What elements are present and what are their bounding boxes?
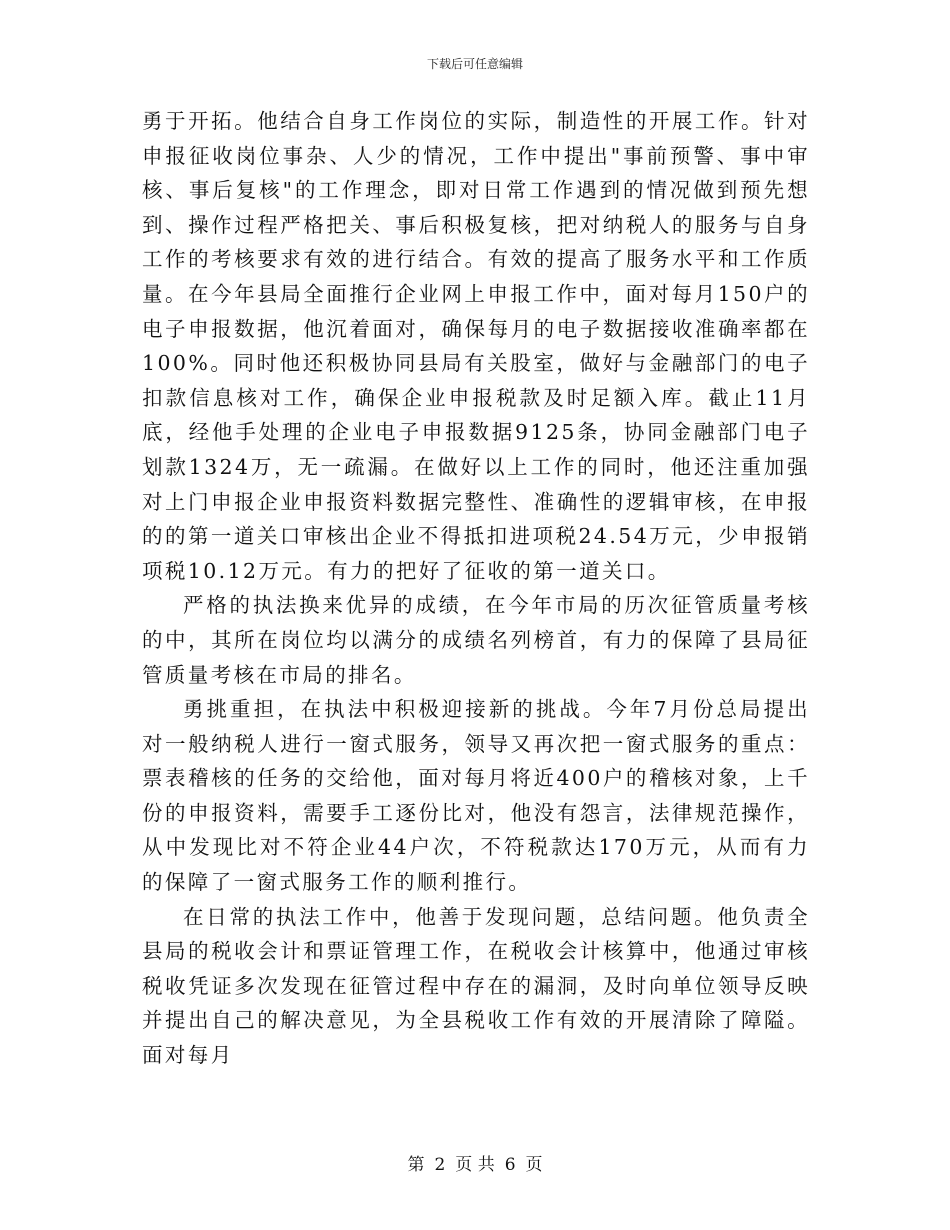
page-prefix: 第 <box>407 1155 425 1175</box>
page-current: 2 <box>434 1155 446 1175</box>
paragraph-4: 在日常的执法工作中，他善于发现问题，总结问题。他负责全县局的税收会计和票证管理工作，在税收会计核算中，他通过审核税收凭证多次发现在征管过程中存在的漏洞，及时向单位领导反映并提出自己的解决意见，为全县税收工作有效的开展清除了障隘。面对每月 <box>142 904 810 1068</box>
document-body <box>142 104 810 1073</box>
paragraph-3: 勇挑重担，在执法中积极迎接新的挑战。今年7月份总局提出对一般纳税人进行一窗式服务，领导又再次把一窗式服务的重点：票表稽核的任务的交给他，面对每月将近400户的稽核对象，上千份的申报资料，需要手工逐份比对，他没有怨言，法律规范操作，从中发现比对不符企业44户次，不符税款达170万元，从而有力的保障了一窗式服务工作的顺利推行。 <box>142 697 810 895</box>
page-header-note: 下载后可任意编辑 <box>426 57 523 71</box>
paragraph-1: 勇于开拓。他结合自身工作岗位的实际，制造性的开展工作。针对申报征收岗位事杂、人少的情况，工作中提出"事前预警、事中审核、事后复核"的工作理念，即对日常工作遇到的情况做到预先想到、操作过程严格把关、事后积极复核，把对纳税人的服务与自身工作的考核要求有效的进行结合。有效的提高了服务水平和工作质量。在今年县局全面推行企业网上申报工作中，面对每月150户的电子申报数据，他沉着面对，确保每月的电子数据接收准确率都在100%。同时他还积极协同县局有关股室，做好与金融部门的电子扣款信息核对工作，确保企业申报税款及时足额入库。截止11月底，经他手处理的企业电子申报数据9125条，协同金融部门电子划款1324万，无一疏漏。在做好以上工作的同时，他还注重加强对上门申报企业申报资料数据完整性、准确性的逻辑审核，在申报的的第一道关口审核出企业不得抵扣进项税24.54万元，少申报销项税10.12万元。有力的把好了征收的第一道关口。 <box>142 109 810 583</box>
page-number-footer <box>0 1154 950 1176</box>
page-total: 6 <box>504 1155 516 1175</box>
paragraph-2: 严格的执法换来优异的成绩，在今年市局的历次征管质量考核的中，其所在岗位均以满分的成绩名列榜首，有力的保障了县局征管质量考核在市局的排名。 <box>142 593 810 687</box>
page-mid: 页 共 <box>455 1155 495 1175</box>
page-suffix: 页 <box>525 1155 543 1175</box>
